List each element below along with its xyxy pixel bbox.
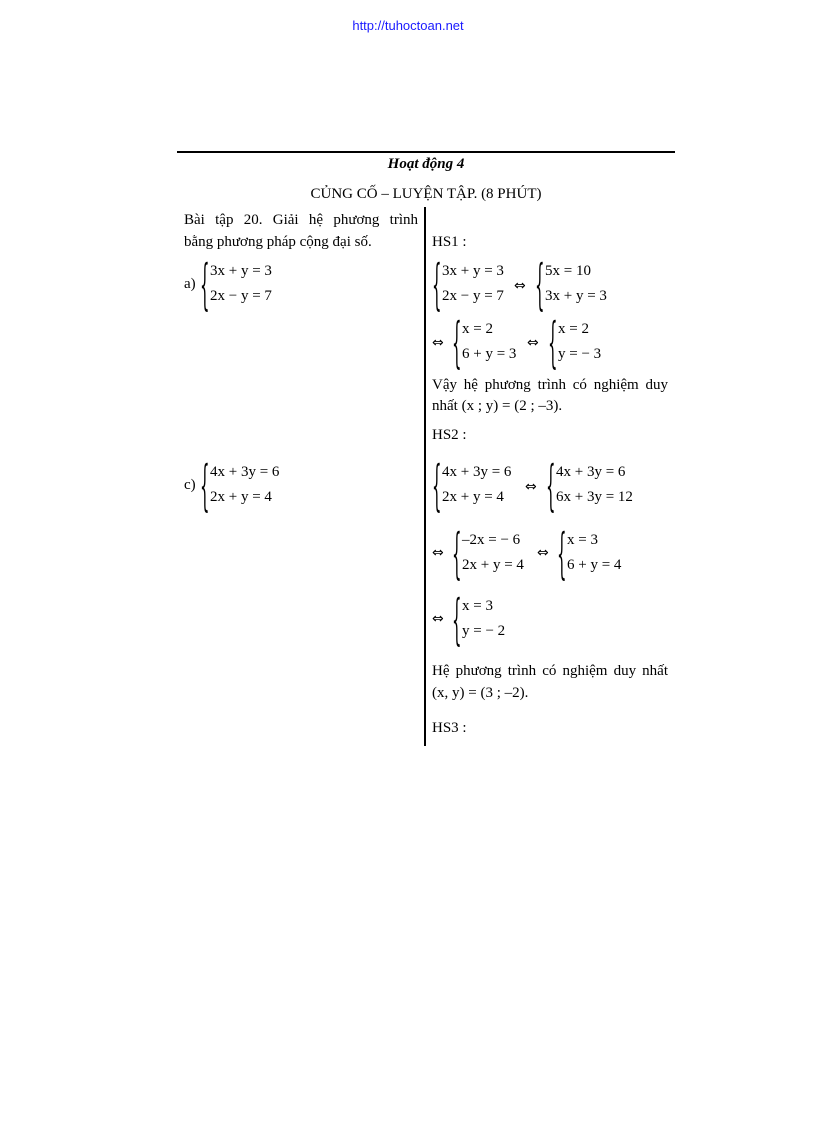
hs1-conclusion-line2: nhất (x ; y) = (2 ; –3). xyxy=(432,398,563,414)
brace-icon: { xyxy=(452,521,462,587)
brace-icon: { xyxy=(535,252,545,318)
equation: y = − 2 xyxy=(462,623,506,639)
hs3-label: HS3 : xyxy=(432,720,467,736)
brace-icon: { xyxy=(200,453,210,519)
site-link[interactable]: http://tuhoctoan.net xyxy=(352,18,464,33)
hs2-conclusion-line1: Hệ phương trình có nghiệm duy nhất xyxy=(432,663,668,679)
equation: 6 + y = 4 xyxy=(567,557,622,573)
part-a-label: a) xyxy=(184,276,196,292)
equation: 3x + y = 3 xyxy=(210,263,272,279)
equivalence-icon: ⇔ xyxy=(537,545,549,561)
equation: x = 2 xyxy=(558,321,589,337)
exercise-text-line1: Bài tập 20. Giải hệ phương trình xyxy=(184,212,418,228)
equation: 4x + 3y = 6 xyxy=(210,464,280,480)
equation: 6 + y = 3 xyxy=(462,346,517,362)
part-c-label: c) xyxy=(184,477,196,493)
section-title: Hoạt động 4 xyxy=(387,156,465,172)
equivalence-icon: ⇔ xyxy=(525,479,537,495)
equation: 3x + y = 3 xyxy=(442,263,504,279)
equation: –2x = − 6 xyxy=(462,532,521,548)
equation: x = 3 xyxy=(462,598,493,614)
equation: 3x + y = 3 xyxy=(545,288,607,304)
equation: 4x + 3y = 6 xyxy=(556,464,626,480)
equation: x = 3 xyxy=(567,532,598,548)
brace-icon: { xyxy=(452,310,462,376)
equivalence-icon: ⇔ xyxy=(527,335,539,351)
equivalence-icon: ⇔ xyxy=(432,545,444,561)
hs2-label: HS2 : xyxy=(432,427,467,443)
equation: x = 2 xyxy=(462,321,493,337)
hs2-conclusion-line2: (x, y) = (3 ; –2). xyxy=(432,685,529,701)
equivalence-icon: ⇔ xyxy=(432,335,444,351)
brace-icon: { xyxy=(557,521,567,587)
hs1-conclusion-line1: Vậy hệ phương trình có nghiệm duy xyxy=(432,377,668,393)
section-subtitle: CỦNG CỐ – LUYỆN TẬP. (8 PHÚT) xyxy=(310,186,542,202)
equation: y = − 3 xyxy=(558,346,602,362)
equation: 4x + 3y = 6 xyxy=(442,464,512,480)
hs1-label: HS1 : xyxy=(432,234,467,250)
equivalence-icon: ⇔ xyxy=(514,278,526,294)
equation: 5x = 10 xyxy=(545,263,591,279)
brace-icon: { xyxy=(546,453,556,519)
top-rule xyxy=(177,151,675,153)
equation: 2x − y = 7 xyxy=(442,288,504,304)
brace-icon: { xyxy=(452,587,462,653)
equation: 6x + 3y = 12 xyxy=(556,489,633,505)
equation: 2x + y = 4 xyxy=(462,557,524,573)
exercise-text-line2: bằng phương pháp cộng đại số. xyxy=(184,234,372,250)
brace-icon: { xyxy=(432,453,442,519)
column-divider xyxy=(424,207,426,746)
equation: 2x + y = 4 xyxy=(210,489,272,505)
equation: 2x − y = 7 xyxy=(210,288,272,304)
brace-icon: { xyxy=(200,252,210,318)
brace-icon: { xyxy=(432,252,442,318)
brace-icon: { xyxy=(548,310,558,376)
equation: 2x + y = 4 xyxy=(442,489,504,505)
equivalence-icon: ⇔ xyxy=(432,611,444,627)
